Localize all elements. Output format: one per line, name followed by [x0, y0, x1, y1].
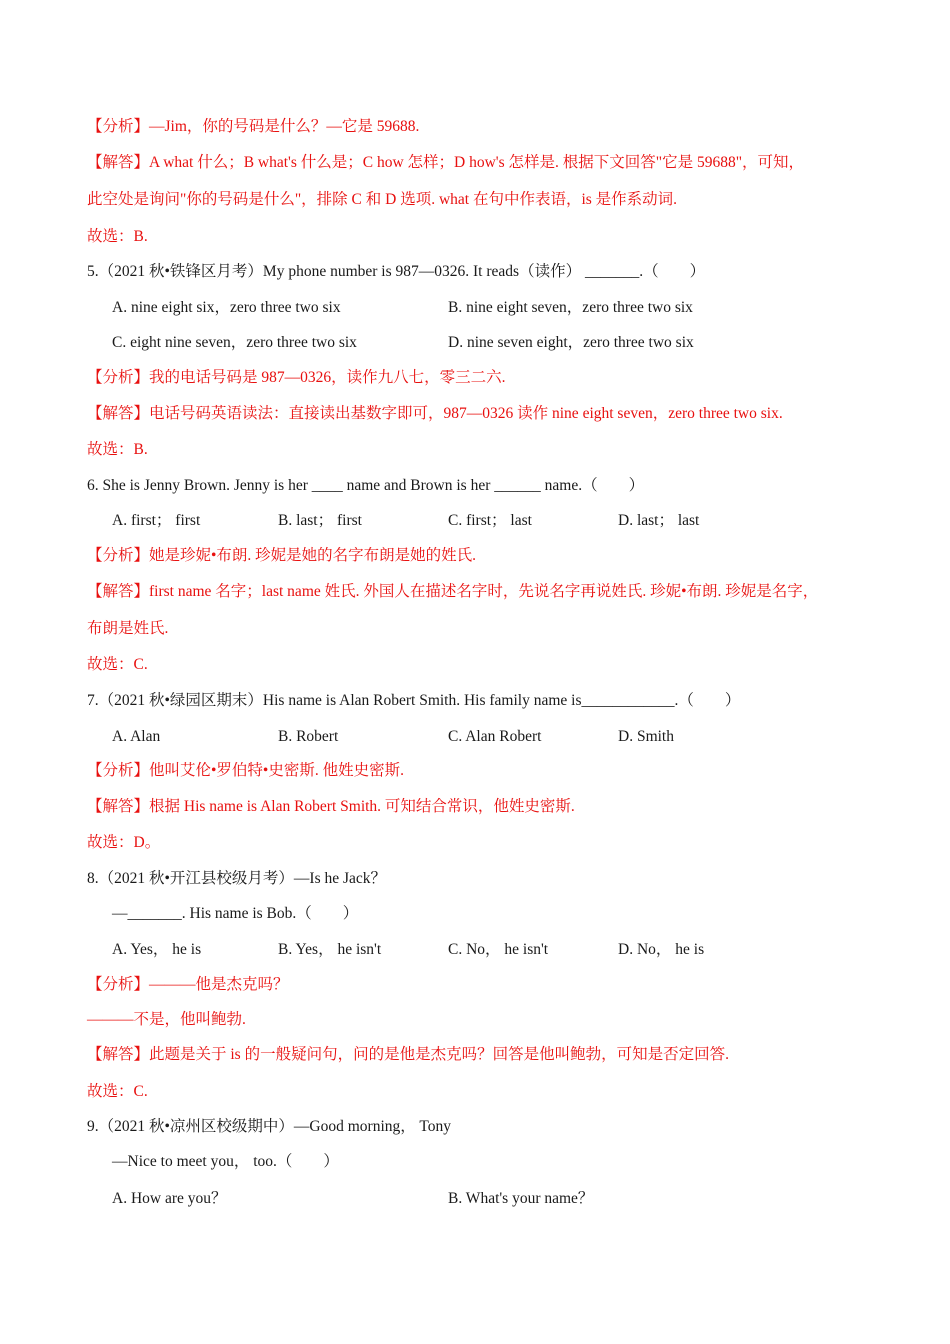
q8-stem: 8.（2021 秋•开江县校级月考）—Is he Jack？ — [87, 870, 387, 887]
q7-answer: 【解答】根据 His name is Alan Robert Smith. 可知结合常识，他姓史密斯. — [87, 798, 575, 815]
q8-analysis-line2: ———不是，他叫鲍勃. — [87, 1011, 246, 1028]
q6-answer-line1: 【解答】first name 名字；last name 姓氏. 外国人在描述名字时，先说名字再说姓氏. 珍妮•布朗. 珍妮是名字， — [87, 583, 819, 600]
q4-analysis: 【分析】—Jim，你的号码是什么？—它是 59688. — [87, 118, 420, 135]
q7-option-c: C. Alan Robert — [448, 728, 542, 745]
q9-stem-reply: —Nice to meet you， too.（ ） — [112, 1153, 339, 1170]
q5-option-b: B. nine eight seven，zero three two six — [448, 299, 693, 316]
q6-option-c: C. first； last — [448, 512, 532, 529]
q8-choice: 故选：C. — [87, 1083, 148, 1100]
q6-choice: 故选：C. — [87, 656, 148, 673]
q8-stem-reply: —_______. His name is Bob.（ ） — [112, 905, 359, 922]
q7-stem: 7.（2021 秋•绿园区期末）His name is Alan Robert Smith. His family name is____________.（ ） — [87, 692, 741, 709]
q8-option-d: D. No， he is — [618, 941, 705, 958]
q8-option-a: A. Yes， he is — [112, 941, 202, 958]
q7-option-b: B. Robert — [278, 728, 339, 745]
q5-choice: 故选：B. — [87, 441, 148, 458]
q4-answer-line2: 此空处是询问"你的号码是什么"，排除 C 和 D 选项. what 在句中作表语，is 是作系动词. — [87, 191, 678, 208]
q4-choice: 故选：B. — [87, 228, 148, 245]
q7-analysis: 【分析】他叫艾伦•罗伯特•史密斯. 他姓史密斯. — [87, 762, 404, 779]
q5-answer: 【解答】电话号码英语读法：直接读出基数字即可，987—0326 读作 nine eight seven，zero three two six. — [87, 405, 783, 422]
q8-answer: 【解答】此题是关于 is 的一般疑问句，问的是他是杰克吗？回答是他叫鲍勃，可知是否定回答. — [87, 1046, 729, 1063]
q5-stem: 5.（2021 秋•铁锋区月考）My phone number is 987—0326. It reads（读作） _______.（ ） — [87, 263, 706, 280]
q6-option-d: D. last； last — [618, 512, 700, 529]
q6-stem: 6. She is Jenny Brown. Jenny is her ____ name and Brown is her ______ name.（ ） — [87, 477, 645, 494]
q7-option-a: A. Alan — [112, 728, 161, 745]
q5-option-c: C. eight nine seven，zero three two six — [112, 334, 357, 351]
q8-analysis: 【分析】———他是杰克吗？ — [87, 976, 289, 993]
q8-option-b: B. Yes， he isn't — [278, 941, 382, 958]
q6-answer-line2: 布朗是姓氏. — [87, 620, 169, 637]
q6-analysis: 【分析】她是珍妮•布朗. 珍妮是她的名字布朗是她的姓氏. — [87, 547, 477, 564]
q9-option-b: B. What's your name？ — [448, 1190, 594, 1207]
q5-analysis: 【分析】我的电话号码是 987—0326，读作九八七，零三二六. — [87, 369, 506, 386]
q9-option-a: A. How are you？ — [112, 1190, 227, 1207]
q6-option-b: B. last； first — [278, 512, 362, 529]
q8-option-c: C. No， he isn't — [448, 941, 549, 958]
q7-option-d: D. Smith — [618, 728, 674, 745]
q5-option-a: A. nine eight six，zero three two six — [112, 299, 341, 316]
q7-choice: 故选：D。 — [87, 834, 161, 851]
q4-answer-line1: 【解答】A what 什么；B what's 什么是；C how 怎样；D how's 怎样是. 根据下文回答"它是 59688"，可知， — [87, 154, 805, 171]
q6-option-a: A. first； first — [112, 512, 201, 529]
q5-option-d: D. nine seven eight，zero three two six — [448, 334, 694, 351]
q9-stem: 9.（2021 秋•凉州区校级期中）—Good morning， Tony — [87, 1118, 452, 1135]
